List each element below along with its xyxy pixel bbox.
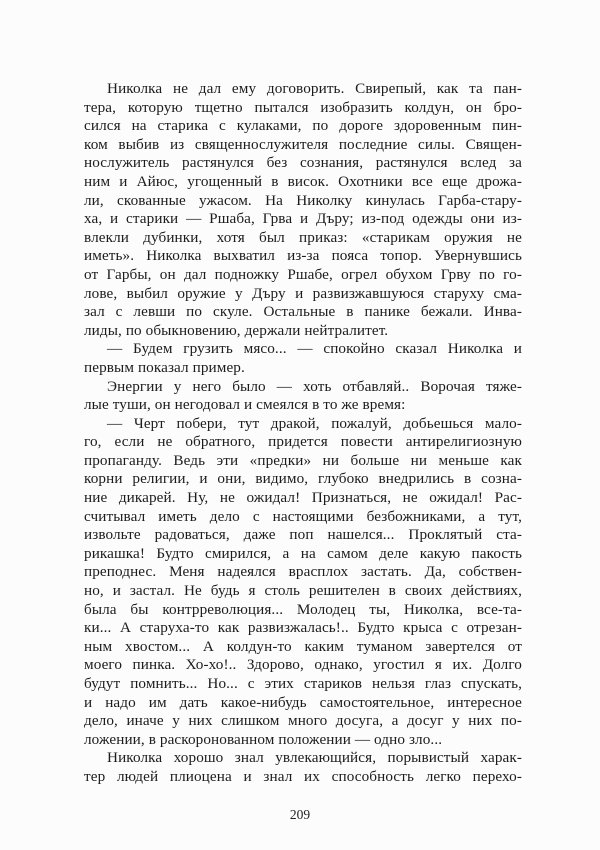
page-text bbox=[84, 80, 522, 787]
text-line: но, и застал. Не будь я столь решителен в своих действиях, bbox=[84, 582, 522, 600]
text-line: Энергии у него было — хоть отбавляй.. Ворочая тяже- bbox=[107, 377, 522, 395]
text-line: дело, иначе у них слишком много досуга, а досуг у них по- bbox=[84, 712, 522, 730]
text-line: извольте радоваться, даже поп нашелся... Проклятый ста- bbox=[84, 526, 522, 544]
text-line: сился на старика с кулаками, по дороге здоровенным пин- bbox=[84, 117, 522, 135]
text-line: ним и Айюс, угощенный в висок. Охотники все еще дрожа- bbox=[84, 172, 522, 190]
text-line: — Черт побери, тут дракой, пожалуй, добьешься мало- bbox=[107, 414, 522, 432]
text-line: зал с левши по скуле. Остальные в панике бежали. Инва- bbox=[84, 303, 522, 321]
text-line: ли, скованные ужасом. На Николку кинулась Гарба-стару- bbox=[84, 191, 522, 209]
paragraph bbox=[84, 80, 522, 340]
text-line: будут помнить... Но... с этих стариков нельзя глаз спускать, bbox=[84, 675, 522, 692]
text-line: лые туши, он негодовал и смеялся в то же время: bbox=[84, 396, 406, 414]
text-line: пропаганду. Ведь эти «предки» ни больше ни меньше как bbox=[84, 451, 522, 469]
text-line: ха, и старики — Ршаба, Грва и Дъру; из-под одежды они из- bbox=[84, 210, 522, 228]
text-line: ки... А старуха-то как развизжалась!.. Будто крыса с отрезан- bbox=[84, 619, 522, 637]
text-line: считывал иметь дело с настоящими безбожниками, а тут, bbox=[84, 507, 522, 525]
text-line: лиды, по обыкновению, держали нейтралитет. bbox=[84, 321, 389, 339]
text-line: моего пинка. Хо-хо!.. Здорово, однако, угостил я их. Долго bbox=[84, 656, 522, 674]
text-line: ложении, в раскоронованном положении — одно зло... bbox=[84, 730, 443, 748]
text-line: влекли дубинки, хотя был приказ: «старикам оружия не bbox=[84, 228, 522, 246]
text-line: была бы контрреволюция... Молодец ты, Николка, все-та- bbox=[84, 600, 522, 618]
text-line: нослужитель растянулся без сознания, растянулся вслед за bbox=[84, 154, 522, 172]
paragraph bbox=[84, 415, 522, 750]
text-line: от Гарбы, он дал подножку Ршабе, огрел обухом Грву по го- bbox=[84, 265, 522, 283]
text-line: корни религии, и они, видимо, глубоко внедрились в созна- bbox=[84, 470, 522, 488]
text-line: иметь». Николка выхватил из-за пояса топор. Увернувшись bbox=[84, 247, 522, 265]
paragraph bbox=[84, 340, 522, 377]
text-line: го, если не обратного, придется повести антирелигиозную bbox=[84, 433, 522, 451]
text-line: тера, которую тщетно пытался изобразить колдун, он бро- bbox=[84, 98, 522, 116]
text-line: — Будем грузить мясо... — спокойно сказал Николка и bbox=[107, 340, 522, 358]
paragraph bbox=[84, 749, 522, 786]
text-line: Николка не дал ему договорить. Свирепый, как та пан- bbox=[107, 80, 522, 97]
text-line: и надо им дать какое-нибудь самостоятельное, интересное bbox=[84, 693, 522, 711]
text-line: ным хвостом... А колдун-то каким туманом завертелся от bbox=[84, 637, 522, 655]
text-line: преподнес. Меня надеялся врасплох застать. Да, собствен- bbox=[84, 563, 522, 581]
text-line: первым показал пример. bbox=[84, 358, 245, 376]
text-line: Николка хорошо знал увлекающийся, порывистый харак- bbox=[107, 749, 522, 767]
text-line: ние дикарей. Ну, не ожидал! Признаться, не ожидал! Рас- bbox=[84, 489, 522, 507]
text-line: тер людей плиоцена и знал их способность легко перехо- bbox=[84, 767, 522, 785]
text-line: лове, выбил оружие у Дъру и развизжавшуюся старуху сма- bbox=[84, 284, 522, 302]
page-number: 209 bbox=[289, 807, 311, 822]
text-line: рикашка! Будто смирился, а на самом деле какую пакость bbox=[84, 544, 522, 562]
text-line: ком выбив из священнослужителя последние силы. Священ- bbox=[84, 135, 522, 153]
paragraph bbox=[84, 378, 522, 415]
